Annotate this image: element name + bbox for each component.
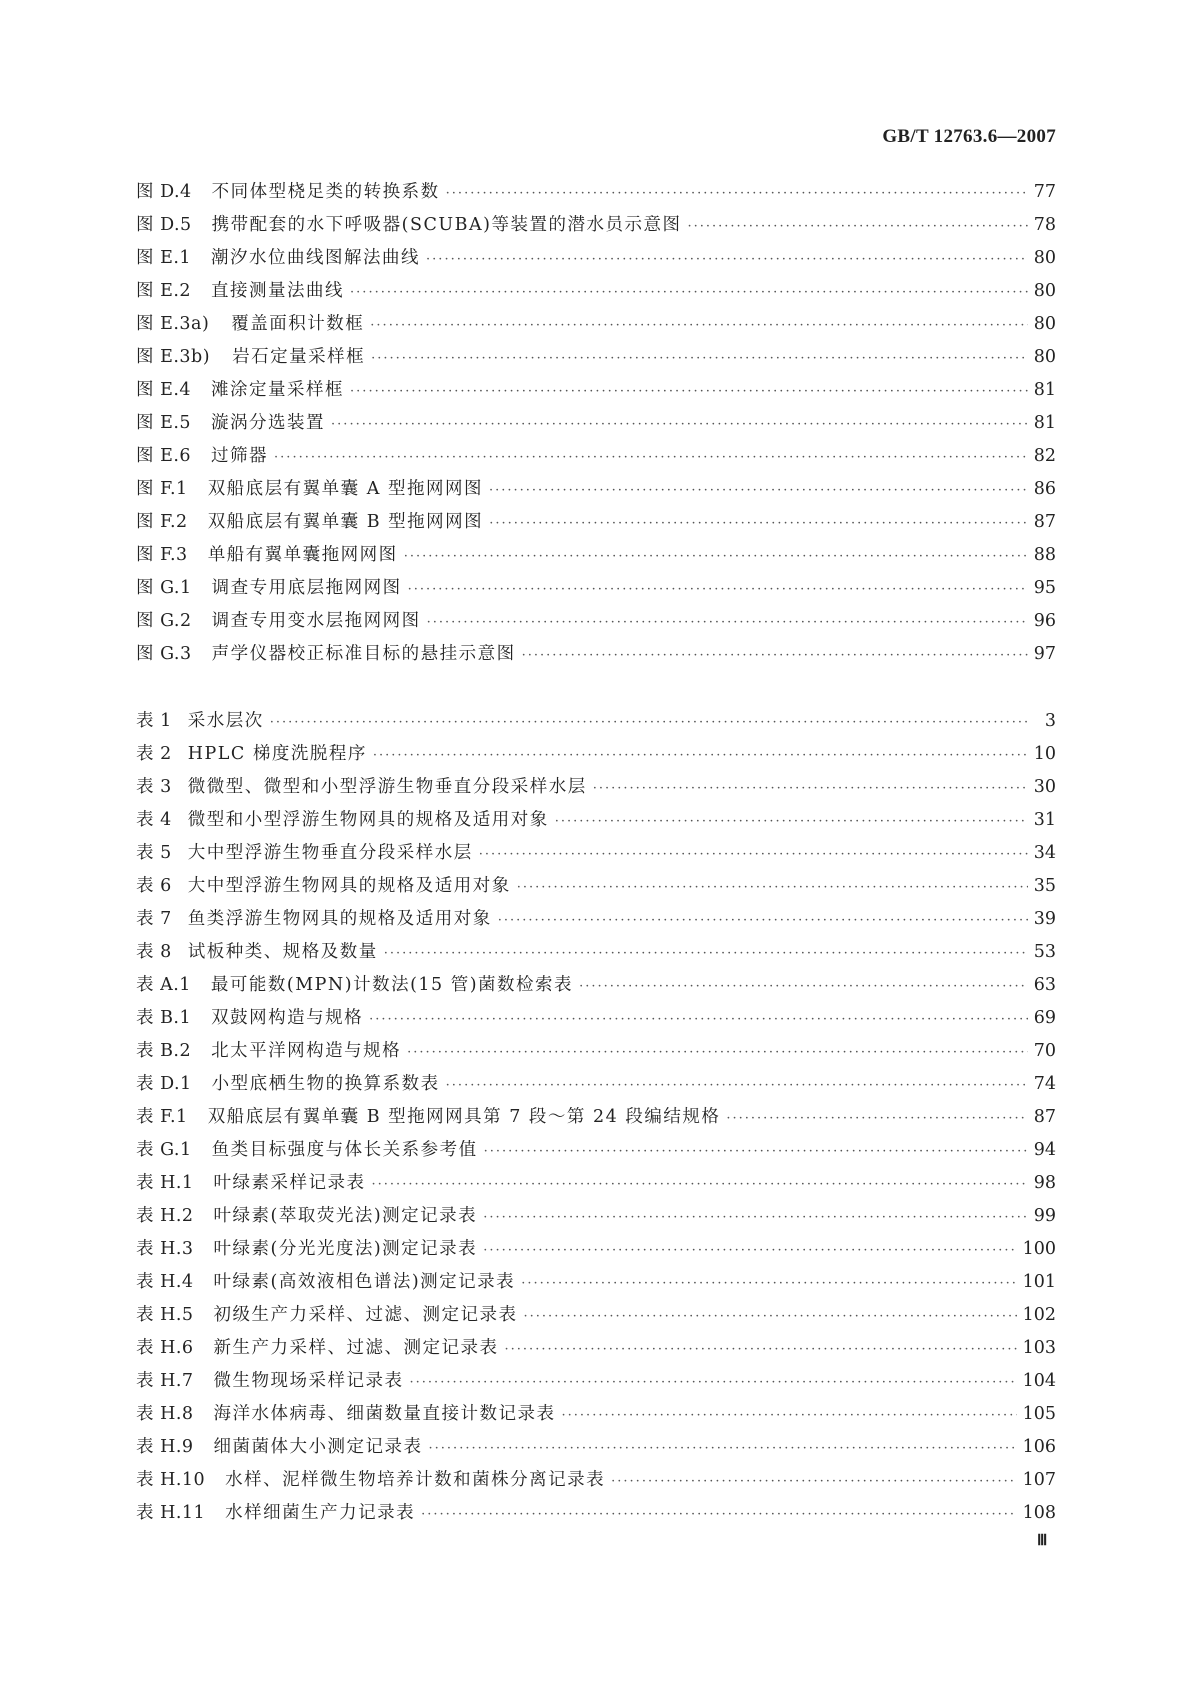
entry-code: 图 F.2 (136, 512, 188, 532)
entry-title: HPLC 梯度洗脱程序 (187, 744, 367, 764)
entry-title: 水样细菌生产力记录表 (225, 1503, 416, 1523)
dot-leader (687, 219, 1027, 234)
dot-leader (446, 186, 1028, 201)
entry-code: 表 H.6 (136, 1338, 194, 1358)
dot-leader (427, 615, 1028, 630)
dot-leader (373, 748, 1028, 763)
dot-leader (517, 880, 1028, 895)
entry-code: 图 E.6 (136, 446, 192, 466)
entry-page-number: 103 (1022, 1338, 1056, 1358)
entry-title: 双鼓网构造与规格 (211, 1008, 364, 1028)
entry-page-number: 96 (1033, 611, 1056, 631)
dot-leader (726, 1111, 1027, 1126)
figure-entry[interactable] (136, 409, 1056, 442)
entry-page-number: 70 (1033, 1041, 1056, 1061)
table-entry[interactable] (136, 740, 1056, 773)
entry-title: 叶绿素(分光光度法)测定记录表 (213, 1239, 478, 1259)
figure-entry[interactable] (136, 574, 1056, 607)
entry-title: 滩涂定量采样框 (211, 380, 345, 400)
table-entry[interactable] (136, 707, 1056, 740)
entry-code: 图 F.1 (136, 479, 188, 499)
entry-title: 鱼类目标强度与体长关系参考值 (211, 1140, 478, 1160)
entry-code: 图 F.3 (136, 545, 188, 565)
table-entry[interactable] (136, 938, 1056, 971)
figure-entry[interactable] (136, 343, 1056, 376)
entry-code: 表 6 (136, 876, 172, 896)
table-entry[interactable] (136, 1235, 1056, 1268)
entry-page-number: 105 (1022, 1404, 1056, 1424)
dot-leader (369, 1012, 1028, 1027)
entry-page-number: 30 (1033, 777, 1056, 797)
entry-code: 图 E.5 (136, 413, 192, 433)
entry-page-number: 86 (1033, 479, 1056, 499)
table-entry[interactable] (136, 1400, 1056, 1433)
entry-page-number: 3 (1044, 711, 1056, 731)
figure-entry[interactable] (136, 541, 1056, 574)
dot-leader (350, 384, 1028, 399)
figure-entry[interactable] (136, 640, 1056, 673)
entry-page-number: 104 (1022, 1371, 1056, 1391)
entry-page-number: 74 (1033, 1074, 1056, 1094)
entry-title: 大中型浮游生物网具的规格及适用对象 (187, 876, 511, 896)
dot-leader (404, 549, 1028, 564)
figure-list (136, 178, 1056, 673)
figure-entry[interactable] (136, 508, 1056, 541)
entry-page-number: 82 (1033, 446, 1056, 466)
table-entry[interactable] (136, 1334, 1056, 1367)
entry-page-number: 69 (1033, 1008, 1056, 1028)
entry-page-number: 106 (1022, 1437, 1056, 1457)
entry-page-number: 77 (1033, 182, 1056, 202)
entry-code: 表 H.1 (136, 1173, 194, 1193)
entry-code: 表 3 (136, 777, 172, 797)
dot-leader (521, 1276, 1016, 1291)
dot-leader (505, 1342, 1017, 1357)
entry-code: 图 G.2 (136, 611, 192, 631)
dot-leader (350, 285, 1028, 300)
entry-title: 海洋水体病毒、细菌数量直接计数记录表 (213, 1404, 556, 1424)
table-entry[interactable] (136, 1466, 1056, 1499)
entry-page-number: 101 (1022, 1272, 1056, 1292)
entry-code: 表 2 (136, 744, 172, 764)
entry-title: 试板种类、规格及数量 (187, 942, 378, 962)
entry-title: 叶绿素(高效液相色谱法)测定记录表 (213, 1272, 516, 1292)
entry-code: 表 H.10 (136, 1470, 206, 1490)
entry-page-number: 107 (1022, 1470, 1056, 1490)
dot-leader (498, 913, 1028, 928)
entry-page-number: 80 (1033, 347, 1056, 367)
entry-title: 携带配套的水下呼吸器(SCUBA)等装置的潜水员示意图 (211, 215, 682, 235)
entry-code: 表 H.3 (136, 1239, 194, 1259)
entry-title: 过筛器 (211, 446, 269, 466)
entry-code: 图 E.2 (136, 281, 192, 301)
entry-title: 覆盖面积计数框 (231, 314, 365, 334)
dot-leader (484, 1144, 1028, 1159)
figure-entry[interactable] (136, 211, 1056, 244)
figure-entry[interactable] (136, 442, 1056, 475)
entry-page-number: 78 (1033, 215, 1056, 235)
document-id: GB/T 12763.6—2007 (882, 126, 1056, 147)
table-entry[interactable] (136, 1367, 1056, 1400)
entry-code: 表 H.4 (136, 1272, 194, 1292)
entry-title: 叶绿素采样记录表 (213, 1173, 366, 1193)
dot-leader (483, 1243, 1016, 1258)
entry-title: 鱼类浮游生物网具的规格及适用对象 (187, 909, 492, 929)
entry-code: 表 H.2 (136, 1206, 194, 1226)
entry-page-number: 97 (1033, 644, 1056, 664)
entry-code: 表 D.1 (136, 1074, 192, 1094)
entry-title: 岩石定量采样框 (232, 347, 366, 367)
dot-leader (429, 1441, 1017, 1456)
entry-title: 调查专用底层拖网网图 (211, 578, 402, 598)
dot-leader (611, 1474, 1016, 1489)
dot-leader (270, 715, 1030, 730)
dot-leader (562, 1408, 1017, 1423)
entry-page-number: 53 (1033, 942, 1056, 962)
table-entry[interactable] (136, 1268, 1056, 1301)
entry-code: 表 H.5 (136, 1305, 194, 1325)
entry-title: 漩涡分选装置 (211, 413, 326, 433)
entry-page-number: 10 (1033, 744, 1056, 764)
dot-leader (331, 417, 1028, 432)
figure-entry[interactable] (136, 475, 1056, 508)
entry-page-number: 95 (1033, 578, 1056, 598)
entry-title: 微型和小型浮游生物网具的规格及适用对象 (187, 810, 549, 830)
entry-title: 直接测量法曲线 (211, 281, 345, 301)
entry-page-number: 80 (1033, 281, 1056, 301)
dot-leader (370, 318, 1027, 333)
dot-leader (489, 483, 1028, 498)
entry-code: 图 D.5 (136, 215, 192, 235)
entry-code: 图 E.3a) (136, 314, 210, 334)
table-entry[interactable] (136, 1433, 1056, 1466)
figure-entry[interactable] (136, 607, 1056, 640)
entry-code: 表 1 (136, 711, 172, 731)
table-list (136, 707, 1056, 1532)
table-entry[interactable] (136, 1103, 1056, 1136)
entry-code: 图 G.1 (136, 578, 192, 598)
table-entry[interactable] (136, 839, 1056, 872)
dot-leader (555, 814, 1028, 829)
table-entry[interactable] (136, 1202, 1056, 1235)
entry-title: 大中型浮游生物垂直分段采样水层 (187, 843, 473, 863)
entry-title: 最可能数(MPN)计数法(15 管)菌数检索表 (210, 975, 574, 995)
entry-code: 表 7 (136, 909, 172, 929)
entry-page-number: 94 (1033, 1140, 1056, 1160)
entry-code: 表 B.2 (136, 1041, 192, 1061)
entry-title: 采水层次 (187, 711, 264, 731)
table-entry[interactable] (136, 1070, 1056, 1103)
entry-title: 不同体型桡足类的转换系数 (211, 182, 440, 202)
table-entry[interactable] (136, 1037, 1056, 1070)
entry-title: 声学仪器校正标准目标的悬挂示意图 (211, 644, 516, 664)
entry-code: 表 B.1 (136, 1008, 192, 1028)
entry-title: 潮汐水位曲线图解法曲线 (211, 248, 421, 268)
entry-code: 图 E.1 (136, 248, 192, 268)
dot-leader (408, 582, 1028, 597)
entry-code: 表 H.7 (136, 1371, 194, 1391)
table-entry[interactable] (136, 773, 1056, 806)
entry-page-number: 81 (1033, 380, 1056, 400)
table-entry[interactable] (136, 872, 1056, 905)
entry-code: 表 H.11 (136, 1503, 206, 1523)
entry-code: 表 H.9 (136, 1437, 194, 1457)
figure-entry[interactable] (136, 376, 1056, 409)
entry-page-number: 88 (1033, 545, 1056, 565)
page-number: Ⅲ (1037, 1533, 1048, 1549)
entry-title: 叶绿素(萃取荧光法)测定记录表 (213, 1206, 478, 1226)
entry-code: 表 H.8 (136, 1404, 194, 1424)
table-entry[interactable] (136, 1136, 1056, 1169)
entry-title: 双船底层有翼单囊 B 型拖网网图 (207, 512, 484, 532)
entry-code: 表 8 (136, 942, 172, 962)
entry-title: 细菌菌体大小测定记录表 (213, 1437, 423, 1457)
dot-leader (446, 1078, 1028, 1093)
entry-code: 表 5 (136, 843, 172, 863)
entry-title: 水样、泥样微生物培养计数和菌株分离记录表 (225, 1470, 606, 1490)
figure-entry[interactable] (136, 310, 1056, 343)
entry-page-number: 108 (1022, 1503, 1056, 1523)
dot-leader (593, 781, 1028, 796)
dot-leader (274, 450, 1028, 465)
table-entry[interactable] (136, 1004, 1056, 1037)
entry-title: 微微型、微型和小型浮游生物垂直分段采样水层 (187, 777, 587, 797)
entry-title: 调查专用变水层拖网网图 (211, 611, 421, 631)
dot-leader (522, 648, 1028, 663)
dot-leader (410, 1375, 1017, 1390)
table-entry[interactable] (136, 905, 1056, 938)
entry-title: 北太平洋网构造与规格 (211, 1041, 402, 1061)
entry-code: 表 G.1 (136, 1140, 192, 1160)
entry-code: 图 E.4 (136, 380, 192, 400)
table-entry[interactable] (136, 1169, 1056, 1202)
entry-page-number: 80 (1033, 314, 1056, 334)
entry-code: 表 A.1 (136, 975, 191, 995)
dot-leader (579, 979, 1028, 994)
entry-code: 图 G.3 (136, 644, 192, 664)
table-entry[interactable] (136, 971, 1056, 1004)
entry-title: 双船底层有翼单囊 A 型拖网网图 (207, 479, 483, 499)
dot-leader (426, 252, 1028, 267)
entry-page-number: 87 (1033, 1107, 1056, 1127)
dot-leader (371, 351, 1028, 366)
dot-leader (489, 516, 1028, 531)
entry-page-number: 99 (1033, 1206, 1056, 1226)
entry-page-number: 63 (1033, 975, 1056, 995)
dot-leader (384, 946, 1028, 961)
entry-page-number: 34 (1033, 843, 1056, 863)
entry-code: 表 F.1 (136, 1107, 188, 1127)
dot-leader (479, 847, 1028, 862)
entry-title: 微生物现场采样记录表 (213, 1371, 404, 1391)
entry-page-number: 87 (1033, 512, 1056, 532)
table-entry[interactable] (136, 806, 1056, 839)
entry-title: 新生产力采样、过滤、测定记录表 (213, 1338, 499, 1358)
table-entry[interactable] (136, 1301, 1056, 1334)
entry-page-number: 98 (1033, 1173, 1056, 1193)
dot-leader (524, 1309, 1017, 1324)
entry-page-number: 100 (1022, 1239, 1056, 1259)
entry-page-number: 81 (1033, 413, 1056, 433)
entry-page-number: 102 (1022, 1305, 1056, 1325)
entry-page-number: 80 (1033, 248, 1056, 268)
dot-leader (372, 1177, 1028, 1192)
table-entry[interactable] (136, 1499, 1056, 1532)
entry-title: 双船底层有翼单囊 B 型拖网网具第 7 段～第 24 段编结规格 (207, 1107, 721, 1127)
figure-entry[interactable] (136, 178, 1056, 211)
dot-leader (421, 1507, 1016, 1522)
entry-page-number: 31 (1033, 810, 1056, 830)
entry-code: 图 E.3b) (136, 347, 211, 367)
dot-leader (483, 1210, 1028, 1225)
entry-title: 单船有翼单囊拖网网图 (207, 545, 398, 565)
figure-entry[interactable] (136, 244, 1056, 277)
entry-title: 初级生产力采样、过滤、测定记录表 (213, 1305, 518, 1325)
entry-page-number: 35 (1033, 876, 1056, 896)
entry-code: 表 4 (136, 810, 172, 830)
entry-code: 图 D.4 (136, 182, 192, 202)
entry-page-number: 39 (1033, 909, 1056, 929)
entry-title: 小型底栖生物的换算系数表 (211, 1074, 440, 1094)
figure-entry[interactable] (136, 277, 1056, 310)
dot-leader (407, 1045, 1028, 1060)
